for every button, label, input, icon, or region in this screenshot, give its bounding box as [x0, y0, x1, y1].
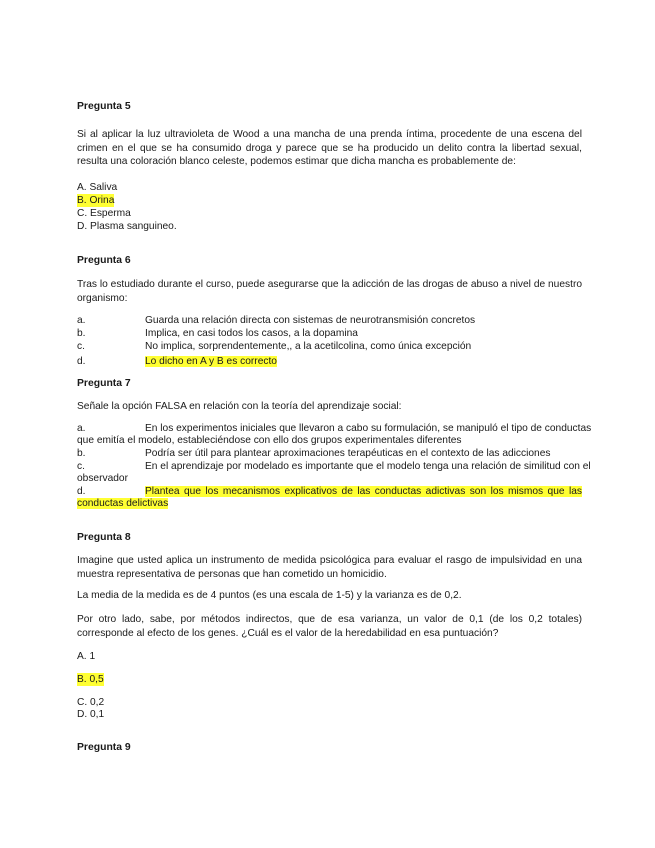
option-letter: b. [77, 448, 86, 459]
option-text: Implica, en casi todos los casos, a la dopamina [145, 328, 358, 339]
option-text: No implica, sorprendentemente,, a la acetilcolina, como única excepción [145, 341, 472, 352]
question-5-option-d: D. Plasma sanguineo. [77, 221, 177, 232]
question-6-option-d [77, 356, 582, 370]
question-7-stem: Señale la opción FALSA en relación con la teoría del aprendizaje social: [77, 401, 402, 412]
option-text-line-1: Podría ser útil para plantear aproximaciones terapéuticas en el contexto de las adicciones [145, 448, 551, 459]
option-text-line-1: En los experimentos iniciales que llevaron a cabo su formulación, se manipuló el tipo de conductas [145, 423, 592, 434]
question-9-title: Pregunta 9 [77, 742, 131, 753]
question-5-option-a: A. Saliva [77, 182, 118, 193]
option-letter: c. [77, 461, 85, 472]
question-5-stem: Si al aplicar la luz ultravioleta de Wood a una mancha de una prenda íntima, procedente de una escena del crimen en el que se ha consumido droga y parece que se ha producido un delito contra la libertad sexual, resulta una coloración blanco celeste, podemos estimar que dicha mancha es probablemente de: [77, 129, 582, 167]
option-letter: d. [77, 356, 86, 367]
option-text-line-2-highlighted: conductas delictivas [77, 498, 169, 509]
question-8-option-b-highlighted: B. 0,5 [77, 674, 104, 685]
option-letter: b. [77, 328, 86, 339]
option-text-line-1-highlighted: Plantea que los mecanismos explicativos de las conductas adictivas son los mismos que las [145, 486, 582, 497]
question-8-option-c: C. 0,2 [77, 697, 105, 708]
option-text: Guarda una relación directa con sistemas de neurotransmisión concretos [145, 315, 476, 326]
question-5-option-c: C. Esperma [77, 208, 131, 219]
question-8-paragraph-1: Imagine que usted aplica un instrumento de medida psicológica para evaluar el rasgo de impulsividad en una muestra representativa de personas que han cometido un homicidio. [77, 555, 582, 580]
question-7-title: Pregunta 7 [77, 378, 131, 389]
option-text-line-1: En el aprendizaje por modelado es importante que el modelo tenga una relación de similitud con el [145, 461, 591, 472]
question-8-option-d: D. 0,1 [77, 709, 105, 720]
question-7-option-b [77, 448, 582, 462]
option-letter: a. [77, 423, 86, 434]
option-text-line-2: observador [77, 473, 128, 484]
question-6-option-c [77, 341, 582, 355]
question-5-title: Pregunta 5 [77, 101, 131, 112]
question-6-stem: Tras lo estudiado durante el curso, puede asegurarse que la adicción de las drogas de abuso a nivel de nuestro organismo: [77, 279, 582, 304]
question-5-option-b-highlighted: B. Orina [77, 195, 115, 206]
option-letter: c. [77, 341, 85, 352]
question-8-title: Pregunta 8 [77, 532, 131, 543]
option-text-highlighted: Lo dicho en A y B es correcto [145, 356, 277, 367]
question-7-option-c [77, 461, 591, 487]
question-8-paragraph-3: Por otro lado, sabe, por métodos indirectos, que de esa varianza, un valor de 0,1 (de los 0,2 totales) corresponde al efecto de los genes. ¿Cuál es el valor de la heredabilidad en esa puntuación? [77, 614, 582, 639]
question-6-option-a [77, 315, 582, 329]
question-8-option-a: A. 1 [77, 651, 96, 662]
question-6-option-b [77, 328, 582, 342]
question-7-option-a [77, 423, 592, 449]
question-8-paragraph-2: La media de la medida es de 4 puntos (es una escala de 1-5) y la varianza es de 0,2. [77, 590, 462, 601]
question-6-title: Pregunta 6 [77, 255, 131, 266]
option-letter: a. [77, 315, 86, 326]
option-text-line-2: que emitía el modelo, estableciéndose con ello dos grupos experimentales diferentes [77, 435, 462, 446]
question-7-option-d [77, 486, 582, 512]
option-letter: d. [77, 486, 86, 497]
